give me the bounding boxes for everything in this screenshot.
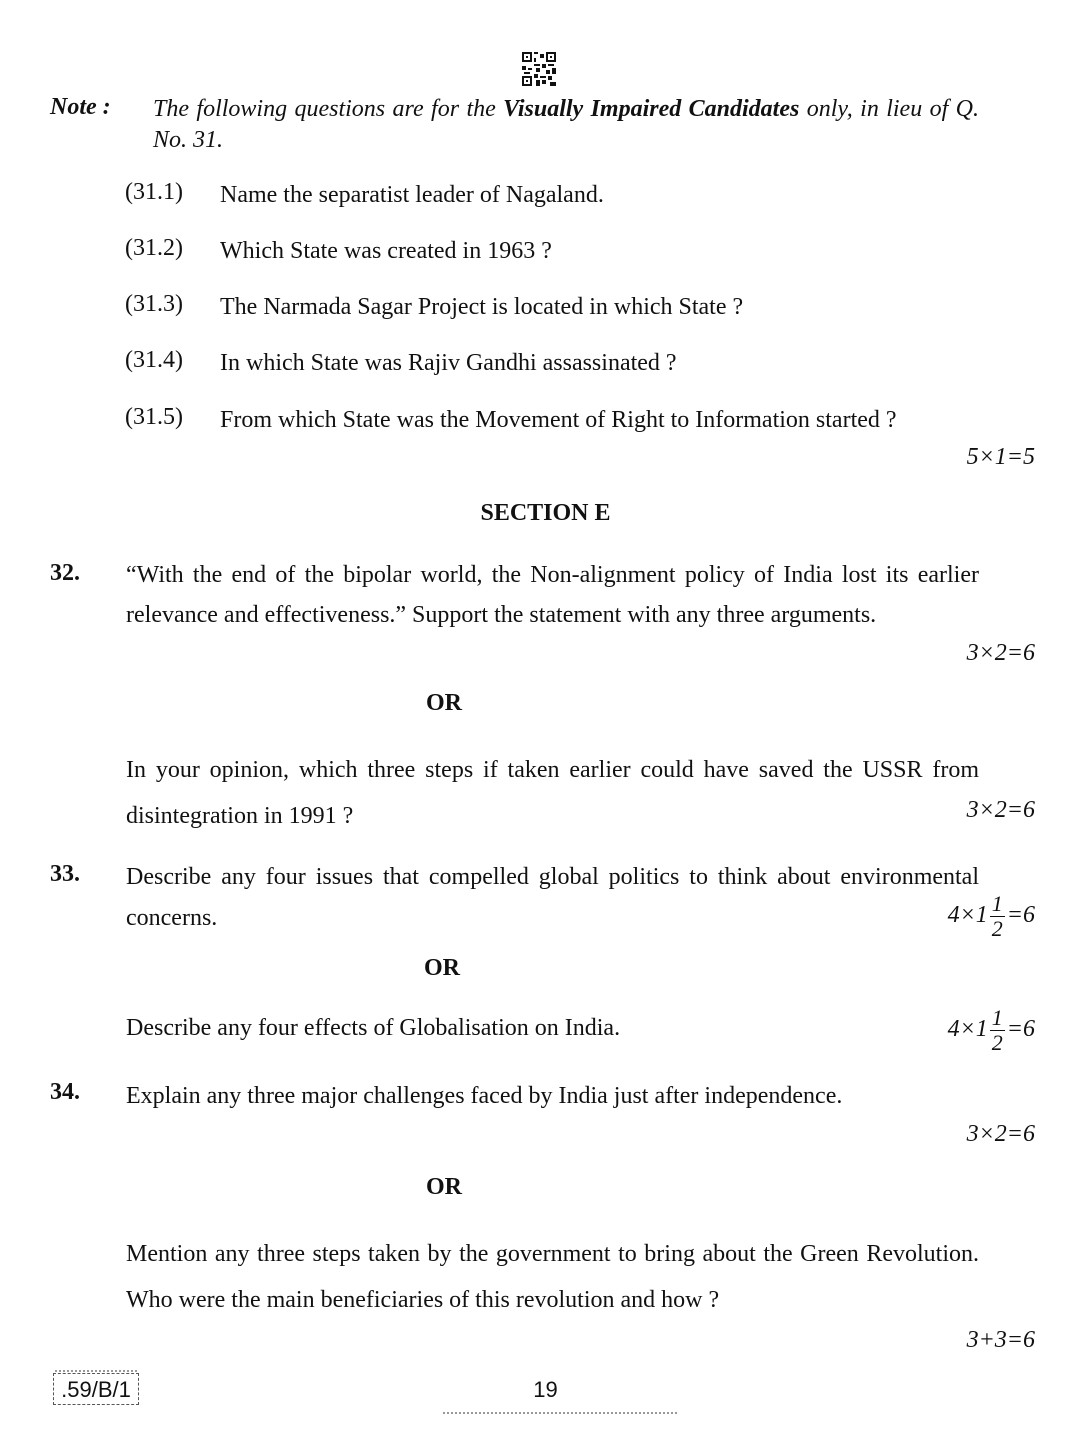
note-bold-text: Visually Impaired Candidates: [503, 96, 800, 122]
or-separator: OR: [424, 955, 460, 981]
sub-question-number: (31.1): [125, 179, 183, 205]
sub-question-text: From which State was the Movement of Right to Information started ?: [220, 407, 897, 433]
marks-label: 3×2=6: [966, 640, 1035, 666]
paper-code: .59/B/1: [53, 1373, 139, 1405]
question-text: Describe any four issues that compelled global politics to think about environmental concerns.: [126, 864, 979, 931]
or-separator: OR: [426, 690, 462, 716]
alternative-question-text: Mention any three steps taken by the government to bring about the Green Revolution. Who were the main beneficiaries of this revolution and how ?: [126, 1241, 979, 1313]
sub-question-text: Name the separatist leader of Nagaland.: [220, 182, 604, 208]
question-number: 34.: [50, 1079, 80, 1105]
fraction: $\frac{1}{2}$: [991, 1005, 1003, 1055]
marks-label: 4×1 $\frac{1}{2}$ =6: [947, 1005, 1035, 1055]
note-text: The following questions are for the Visually Impaired Candidates only, in lieu of Q. No. 31.: [153, 96, 980, 153]
note-label: Note :: [50, 94, 111, 120]
marks-label: 3+3=6: [966, 1327, 1035, 1353]
marks-label: 5×1=5: [966, 444, 1035, 470]
question-number: 33.: [50, 861, 80, 887]
microprint-line: [55, 1370, 138, 1372]
question-text: “With the end of the bipolar world, the Non-alignment policy of India lost its earlier relevance and effectiveness.” Support the statement with any three arguments.: [126, 562, 979, 628]
question-number: 32.: [50, 560, 80, 586]
or-separator: OR: [426, 1174, 462, 1200]
sub-question-text: Which State was created in 1963 ?: [220, 238, 552, 264]
section-title: SECTION E: [480, 500, 611, 526]
sub-question-number: (31.3): [125, 291, 183, 317]
microprint-line: [443, 1412, 679, 1414]
marks-label: 3×2=6: [966, 797, 1035, 823]
marks-label: 3×2=6: [966, 1121, 1035, 1147]
alternative-question-text: In your opinion, which three steps if taken earlier could have saved the USSR from disintegration in 1991 ?: [126, 757, 979, 829]
fraction: $\frac{1}{2}$: [991, 891, 1003, 941]
sub-question-text: The Narmada Sagar Project is located in which State ?: [220, 294, 744, 320]
question-text: Explain any three major challenges faced by India just after independence.: [126, 1083, 843, 1109]
alternative-question-text: Describe any four effects of Globalisation on India.: [126, 1015, 621, 1041]
sub-question-number: (31.5): [125, 404, 183, 430]
marks-label: 4×1 $\frac{1}{2}$ =6: [947, 891, 1035, 941]
sub-question-number: (31.2): [125, 235, 183, 261]
sub-question-text: In which State was Rajiv Gandhi assassinated ?: [220, 350, 677, 376]
qr-code-icon: [522, 52, 556, 86]
page-number: 19: [533, 1377, 558, 1402]
sub-question-number: (31.4): [125, 347, 183, 373]
